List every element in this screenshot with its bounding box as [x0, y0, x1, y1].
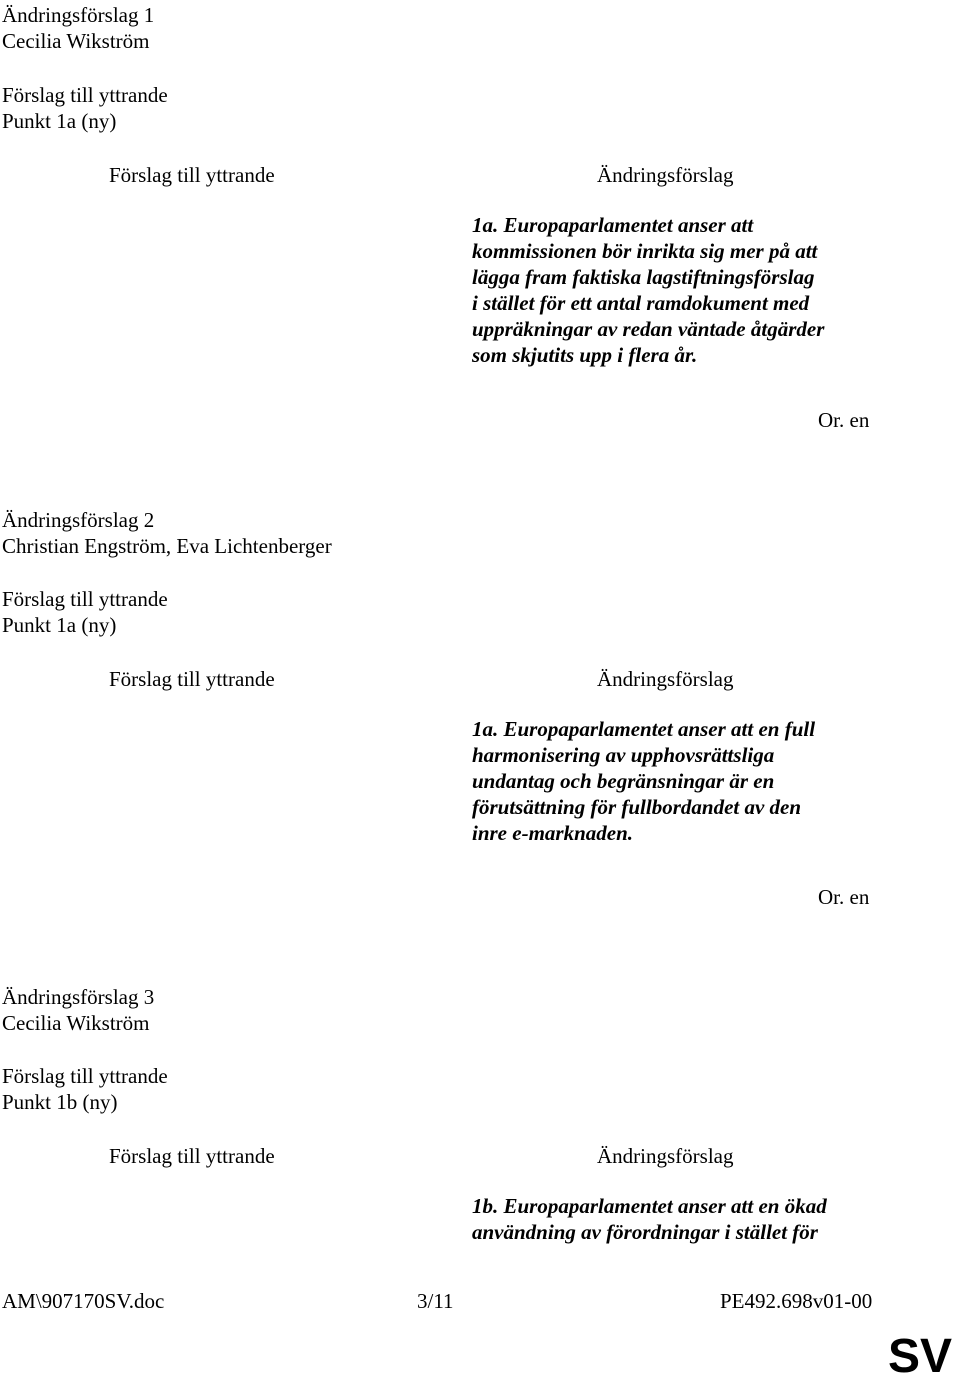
amendment-text-line: kommissionen bör inrikta sig mer på att	[472, 239, 818, 263]
amendment-text-line: undantag och begränsningar är en	[472, 769, 775, 793]
amendment-2-header	[2, 507, 332, 559]
column-header-right: Ändringsförslag	[597, 1144, 734, 1168]
amendment-3-reference	[2, 1063, 168, 1115]
opinion-label: Förslag till yttrande	[2, 587, 168, 611]
amendment-3-header	[2, 984, 154, 1036]
amendment-author: Cecilia Wikström	[2, 1011, 150, 1035]
footer-page-number: 3/11	[417, 1289, 454, 1313]
footer-doc-ref: AM\907170SV.doc	[2, 1289, 165, 1313]
amendment-1-header	[2, 2, 154, 54]
amendment-text-line: 1b. Europaparlamentet anser att en ökad	[472, 1194, 827, 1218]
column-header-right: Ändringsförslag	[597, 667, 734, 691]
amendment-3-text	[472, 1193, 827, 1245]
amendment-text-line: 1a. Europaparlamentet anser att en full	[472, 717, 816, 741]
column-header-left: Förslag till yttrande	[109, 667, 275, 691]
amendment-text-line: uppräkningar av redan väntade åtgärder	[472, 317, 825, 341]
column-header-right: Ändringsförslag	[597, 163, 734, 187]
amendment-text-line: förutsättning för fullbordandet av den	[472, 795, 802, 819]
amendment-text-line: harmonisering av upphovsrättsliga	[472, 743, 775, 767]
language-code: SV	[887, 1330, 952, 1383]
amendment-text-line: inre e-marknaden.	[472, 821, 634, 845]
column-header-left: Förslag till yttrande	[109, 163, 275, 187]
amendment-1-reference	[2, 82, 168, 134]
amendment-text-line: användning av förordningar i stället för	[472, 1220, 818, 1244]
point-label: Punkt 1a (ny)	[2, 613, 117, 637]
amendment-text-line: lägga fram faktiska lagstiftningsförslag	[472, 265, 815, 289]
amendment-2-reference	[2, 586, 168, 638]
amendment-2-text	[472, 716, 815, 846]
amendment-text-line: i stället för ett antal ramdokument med	[472, 291, 810, 315]
original-language: Or. en	[818, 885, 870, 909]
original-language: Or. en	[818, 408, 870, 432]
footer-pe-ref: PE492.698v01-00	[720, 1289, 873, 1313]
amendment-author: Cecilia Wikström	[2, 29, 150, 53]
amendment-heading: Ändringsförslag 3	[2, 985, 155, 1009]
point-label: Punkt 1a (ny)	[2, 109, 117, 133]
amendment-text-line: 1a. Europaparlamentet anser att	[472, 213, 754, 237]
amendment-heading: Ändringsförslag 2	[2, 508, 155, 532]
column-header-left: Förslag till yttrande	[109, 1144, 275, 1168]
point-label: Punkt 1b (ny)	[2, 1090, 118, 1114]
amendment-author: Christian Engström, Eva Lichtenberger	[2, 534, 332, 558]
amendment-heading: Ändringsförslag 1	[2, 3, 155, 27]
opinion-label: Förslag till yttrande	[2, 1064, 168, 1088]
opinion-label: Förslag till yttrande	[2, 83, 168, 107]
amendment-text-line: som skjutits upp i flera år.	[472, 343, 698, 367]
amendment-1-text	[472, 212, 824, 368]
